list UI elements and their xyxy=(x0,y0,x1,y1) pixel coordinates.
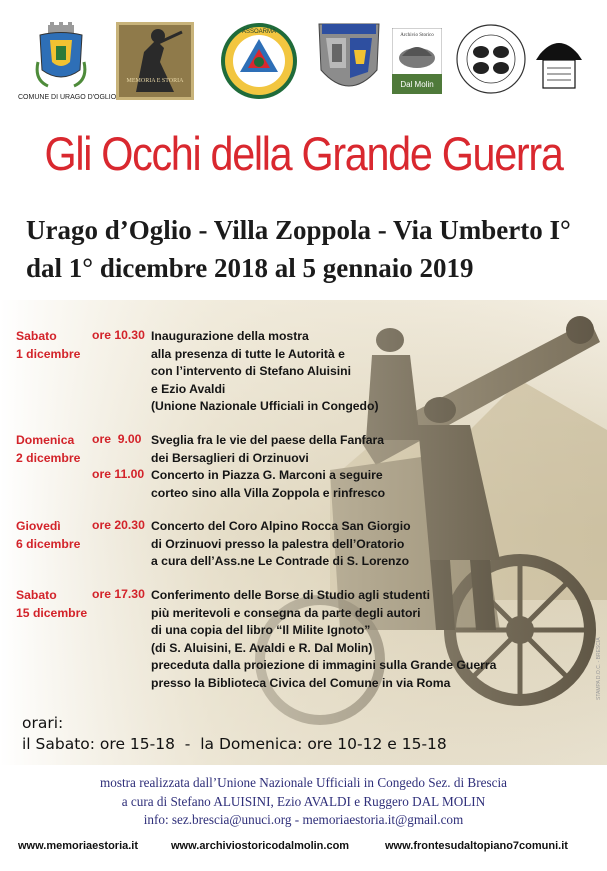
shield-logo xyxy=(316,20,382,102)
comune-crest-logo xyxy=(34,22,88,92)
logo-bar xyxy=(0,0,607,110)
event-line: Sveglia fra le vie del paese della Fanfara xyxy=(151,433,385,447)
credits-line-3: info: sez.brescia@unuci.org - memoriaestoria.it@gmail.com xyxy=(143,812,464,827)
associazione-seal-logo xyxy=(456,22,526,96)
event-line: e Ezio Avaldi xyxy=(151,381,226,396)
event-2-time-1: ore 9.00 xyxy=(92,432,142,446)
fronte-sud-helmet-logo xyxy=(534,36,584,92)
event-day: Sabato xyxy=(16,588,57,602)
event-date: 1 dicembre xyxy=(16,346,81,361)
credits-line-2: a cura di Stefano ALUISINI, Ezio AVALDI e Ruggero DAL MOLIN xyxy=(121,794,486,809)
event-4-time: ore 17.30 xyxy=(92,587,145,601)
event-line: presso la Biblioteca Civica del Comune in via Roma xyxy=(151,675,451,690)
event-line: Inaugurazione della mostra xyxy=(151,329,309,343)
event-date: 6 dicembre xyxy=(16,536,81,551)
printer-side-text: STAMPA D.O.C. - BRESCIA xyxy=(596,637,602,700)
event-day: Giovedì xyxy=(16,519,61,533)
event-date: 15 dicembre xyxy=(16,605,88,620)
svg-text:Dal Molin: Dal Molin xyxy=(400,80,434,89)
event-line: più meritevoli e consegna da parte degli autori xyxy=(151,605,421,620)
event-line: di una copia del libro “Il Milite Ignoto” xyxy=(151,623,371,638)
footer-link-archivio[interactable]: www.archiviostoricodalmolin.com xyxy=(171,840,350,852)
event-line: di Orzinuovi presso la palestra dell’Oratorio xyxy=(151,536,405,551)
orari-label: orari: xyxy=(22,714,64,732)
memoria-e-storia-logo xyxy=(116,22,194,100)
event-date: 2 dicembre xyxy=(16,450,81,465)
dates-line: dal 1° dicembre 2018 al 5 gennaio 2019 xyxy=(26,253,474,283)
poster-title: Gli Occhi della Grande Guerra xyxy=(44,127,563,180)
event-line: (Unione Nazionale Ufficiali in Congedo) xyxy=(151,399,379,414)
event-4-day xyxy=(16,587,87,622)
orari-text: il Sabato: ore 15-18 - la Domenica: ore 10-12 e 15-18 xyxy=(22,735,447,753)
footer-link-frontesud[interactable]: www.frontesudaltopiano7comuni.it xyxy=(385,840,568,852)
svg-text:MEMORIA E STORIA: MEMORIA E STORIA xyxy=(126,78,184,84)
event-3-day xyxy=(16,518,80,553)
event-line: Conferimento delle Borse di Studio agli studenti xyxy=(151,588,430,602)
assoarma-badge-logo xyxy=(220,22,298,100)
event-2-time-2: ore 11.00 xyxy=(92,467,145,481)
event-2-description-1 xyxy=(151,432,384,467)
event-1-description xyxy=(151,328,379,416)
event-1-time: ore 10.30 xyxy=(92,328,145,342)
event-1-day xyxy=(16,328,80,363)
event-line: a cura dell’Ass.ne Le Contrade di S. Lorenzo xyxy=(151,554,410,569)
credits-line-1: mostra realizzata dall’Unione Nazionale Ufficiali in Congedo Sez. di Brescia xyxy=(100,775,507,790)
event-line: corteo sino alla Villa Zoppola e rinfresco xyxy=(151,485,386,500)
event-line: (di S. Aluisini, E. Avaldi e R. Dal Molin) xyxy=(151,640,373,655)
archivio-dal-molin-logo xyxy=(392,28,442,94)
event-4-description xyxy=(151,587,496,693)
event-day: Domenica xyxy=(16,433,75,447)
event-3-time: ore 20.30 xyxy=(92,518,145,532)
event-line: Concerto in Piazza G. Marconi a seguire xyxy=(151,468,383,482)
location-line: Urago d’Oglio - Villa Zoppola - Via Umberto I° xyxy=(26,215,571,245)
event-3-description xyxy=(151,518,411,571)
event-line: con l’intervento di Stefano Aluisini xyxy=(151,364,351,379)
svg-text:ASSOARMA: ASSOARMA xyxy=(241,29,277,35)
event-2-day xyxy=(16,432,80,467)
event-line: Concerto del Coro Alpino Rocca San Giorgio xyxy=(151,519,411,533)
event-line: preceduta dalla proiezione di immagini sulla Grande Guerra xyxy=(151,658,497,673)
event-line: dei Bersaglieri di Orzinuovi xyxy=(151,450,309,465)
comune-label: COMUNE DI URAGO D'OGLIO xyxy=(18,94,117,101)
footer-link-memoriaestoria[interactable]: www.memoriaestoria.it xyxy=(18,840,139,852)
event-day: Sabato xyxy=(16,329,57,343)
event-2-description-2 xyxy=(151,467,385,502)
svg-text:Archivio Storico: Archivio Storico xyxy=(400,33,434,38)
event-line: alla presenza di tutte le Autorità e xyxy=(151,346,345,361)
